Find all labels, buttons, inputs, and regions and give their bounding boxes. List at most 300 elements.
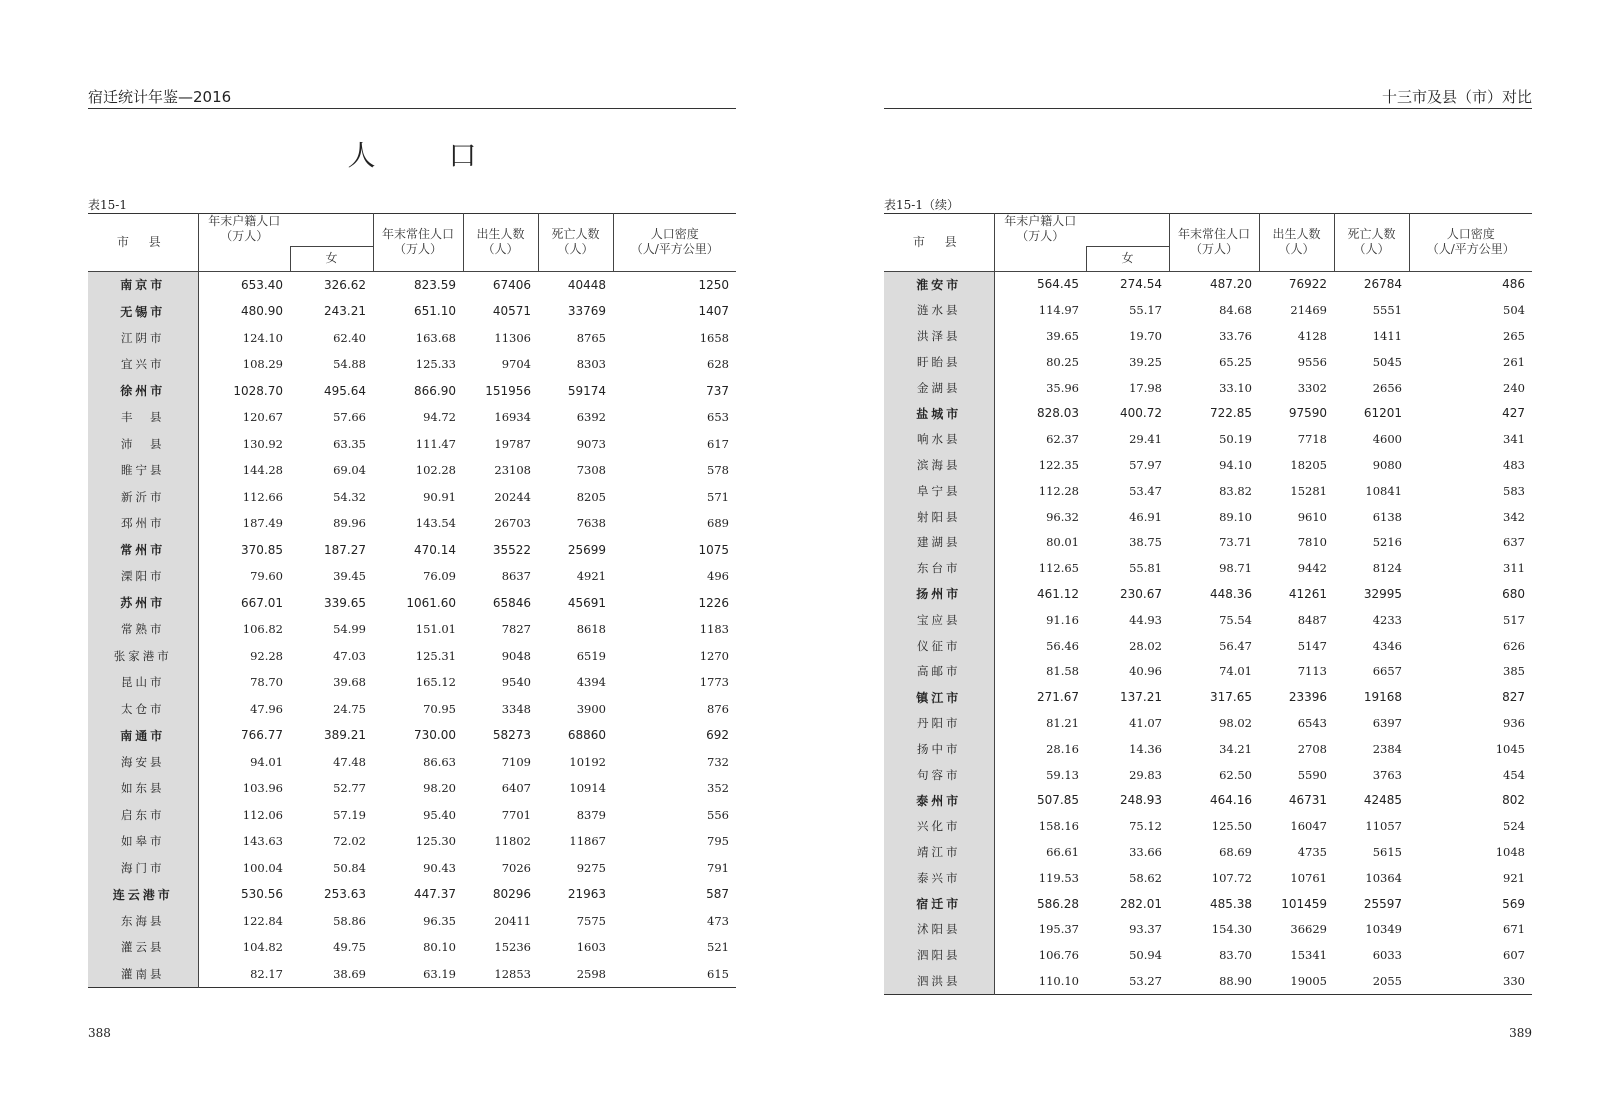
row-name: 徐州市	[88, 378, 198, 405]
row-name: 洪泽县	[884, 323, 994, 349]
cell-value: 75.54	[1219, 612, 1252, 627]
cell-value: 7638	[576, 516, 606, 531]
cell-value: 921	[1503, 870, 1525, 885]
table-row	[884, 271, 1532, 297]
cell-value: 485.38	[1210, 896, 1252, 911]
cell-value: 98.20	[423, 781, 456, 796]
cell-value: 80.10	[423, 940, 456, 955]
cell-value: 7701	[501, 807, 531, 822]
cell-value: 732	[707, 754, 729, 769]
cell-value: 7308	[576, 463, 606, 478]
cell-value: 32995	[1363, 586, 1402, 601]
cell-value: 86.63	[423, 754, 456, 769]
table-row	[884, 968, 1532, 994]
right-table-body	[884, 271, 1532, 994]
cell-value: 689	[707, 516, 729, 531]
cell-value: 50.19	[1219, 432, 1252, 447]
cell-value: 389.21	[324, 728, 366, 743]
cell-value: 7113	[1297, 664, 1327, 679]
cell-value: 10914	[569, 781, 606, 796]
cell-value: 33.10	[1219, 380, 1252, 395]
row-name: 响水县	[884, 426, 994, 452]
population-table-part1	[88, 213, 736, 988]
cell-value: 187.49	[242, 516, 283, 531]
cell-value: 339.65	[324, 595, 366, 610]
cell-value: 6033	[1372, 948, 1402, 963]
row-name: 射阳县	[884, 504, 994, 530]
cell-value: 63.35	[333, 436, 366, 451]
col-births: 出生人数 （人）	[1259, 214, 1334, 272]
cell-value: 54.32	[333, 489, 366, 504]
cell-value: 2708	[1297, 741, 1327, 756]
cell-value: 28.02	[1129, 638, 1162, 653]
cell-value: 6392	[576, 410, 606, 425]
cell-value: 5615	[1372, 844, 1402, 859]
cell-value: 112.65	[1038, 561, 1079, 576]
table-number-continued: 表15-1（续）	[884, 198, 959, 212]
cell-value: 79.60	[250, 569, 283, 584]
cell-value: 78.70	[250, 675, 283, 690]
cell-value: 19005	[1290, 973, 1327, 988]
cell-value: 692	[706, 728, 729, 743]
cell-value: 23396	[1288, 690, 1327, 705]
cell-value: 448.36	[1210, 586, 1252, 601]
cell-value: 1773	[699, 675, 729, 690]
table-row	[88, 537, 736, 564]
row-name: 睢宁县	[88, 457, 198, 484]
cell-value: 76922	[1288, 277, 1327, 292]
cell-value: 124.10	[242, 330, 283, 345]
table-row	[88, 669, 736, 696]
cell-value: 112.66	[242, 489, 283, 504]
chapter-title: 人 口	[347, 139, 509, 172]
cell-value: 7109	[501, 754, 531, 769]
col-female: 女	[290, 246, 373, 271]
row-name: 海门市	[88, 855, 198, 882]
table-row	[88, 828, 736, 855]
row-name: 沛 县	[88, 431, 198, 458]
table-row	[884, 865, 1532, 891]
left-table-body	[88, 271, 736, 988]
cell-value: 352	[707, 781, 729, 796]
cell-value: 102.28	[415, 463, 456, 478]
cell-value: 3348	[501, 701, 531, 716]
cell-value: 80296	[492, 887, 531, 902]
cell-value: 107.72	[1211, 870, 1252, 885]
row-name: 东台市	[884, 555, 994, 581]
cell-value: 7718	[1297, 432, 1327, 447]
col-deaths: 死亡人数 （人）	[538, 214, 613, 272]
cell-value: 19787	[494, 436, 531, 451]
cell-value: 143.54	[415, 516, 456, 531]
cell-value: 6657	[1372, 664, 1402, 679]
cell-value: 38.69	[333, 966, 366, 981]
cell-value: 671	[1503, 922, 1525, 937]
table-row	[884, 762, 1532, 788]
cell-value: 583	[1503, 483, 1525, 498]
cell-value: 17.98	[1129, 380, 1162, 395]
cell-value: 21469	[1290, 303, 1327, 318]
cell-value: 1658	[699, 330, 729, 345]
cell-value: 40571	[492, 304, 531, 319]
cell-value: 8303	[576, 357, 606, 372]
cell-value: 8765	[576, 330, 606, 345]
cell-value: 58273	[492, 728, 531, 743]
cell-value: 50.94	[1129, 948, 1162, 963]
cell-value: 47.48	[333, 754, 366, 769]
cell-value: 8637	[501, 569, 531, 584]
cell-value: 9048	[501, 648, 531, 663]
cell-value: 653	[707, 410, 729, 425]
cell-value: 80.25	[1046, 354, 1079, 369]
cell-value: 16047	[1290, 819, 1327, 834]
cell-value: 39.45	[333, 569, 366, 584]
cell-value: 46731	[1288, 793, 1327, 808]
row-name: 太仓市	[88, 696, 198, 723]
cell-value: 65.25	[1219, 354, 1252, 369]
cell-value: 4394	[576, 675, 606, 690]
table-row	[884, 891, 1532, 917]
cell-value: 50.84	[333, 860, 366, 875]
cell-value: 326.62	[324, 277, 366, 292]
cell-value: 617	[707, 436, 729, 451]
cell-value: 9080	[1372, 457, 1402, 472]
cell-value: 12853	[494, 966, 531, 981]
row-name: 淮安市	[884, 271, 994, 297]
cell-value: 6543	[1297, 715, 1327, 730]
cell-value: 1411	[1372, 328, 1402, 343]
cell-value: 11057	[1365, 819, 1402, 834]
cell-value: 4600	[1372, 432, 1402, 447]
cell-value: 447.37	[414, 887, 456, 902]
table-row	[88, 431, 736, 458]
col-city: 市 县	[912, 234, 965, 249]
table-row	[88, 643, 736, 670]
row-name: 宿迁市	[884, 891, 994, 917]
row-name: 南通市	[88, 722, 198, 749]
cell-value: 876	[707, 701, 729, 716]
cell-value: 1061.60	[406, 595, 456, 610]
cell-value: 461.12	[1037, 586, 1079, 601]
cell-value: 25699	[567, 542, 606, 557]
cell-value: 14.36	[1129, 741, 1162, 756]
cell-value: 144.28	[242, 463, 283, 478]
row-name: 灌南县	[88, 961, 198, 988]
cell-value: 106.76	[1038, 948, 1079, 963]
table-row	[884, 607, 1532, 633]
cell-value: 473	[707, 913, 729, 928]
table-row	[884, 426, 1532, 452]
cell-value: 91.16	[1046, 612, 1079, 627]
cell-value: 9073	[576, 436, 606, 451]
row-name: 泰州市	[884, 787, 994, 813]
row-name: 沭阳县	[884, 916, 994, 942]
cell-value: 8124	[1372, 561, 1402, 576]
cell-value: 271.67	[1037, 690, 1079, 705]
row-name: 盐城市	[884, 400, 994, 426]
yearbook-title: 宿迁统计年鉴—2016	[88, 88, 232, 106]
cell-value: 486	[1502, 277, 1525, 292]
cell-value: 125.50	[1211, 819, 1252, 834]
row-name: 盱眙县	[884, 349, 994, 375]
row-name: 阜宁县	[884, 478, 994, 504]
row-name: 仪征市	[884, 633, 994, 659]
row-name: 常熟市	[88, 616, 198, 643]
cell-value: 507.85	[1037, 793, 1079, 808]
cell-value: 52.77	[333, 781, 366, 796]
cell-value: 2598	[576, 966, 606, 981]
cell-value: 33769	[567, 304, 606, 319]
cell-value: 46.91	[1129, 509, 1162, 524]
cell-value: 62.37	[1046, 432, 1079, 447]
cell-value: 3302	[1297, 380, 1327, 395]
cell-value: 253.63	[324, 887, 366, 902]
row-name: 江阴市	[88, 325, 198, 352]
table-row	[88, 616, 736, 643]
row-name: 如皋市	[88, 828, 198, 855]
cell-value: 56.46	[1046, 638, 1079, 653]
cell-value: 795	[707, 834, 729, 849]
cell-value: 8618	[576, 622, 606, 637]
row-name: 建湖县	[884, 529, 994, 555]
cell-value: 67406	[492, 277, 531, 292]
table-row	[884, 297, 1532, 323]
col-deaths: 死亡人数 （人）	[1334, 214, 1409, 272]
cell-value: 94.72	[423, 410, 456, 425]
cell-value: 651.10	[414, 304, 456, 319]
cell-value: 5147	[1297, 638, 1327, 653]
cell-value: 3763	[1372, 767, 1402, 782]
table-row	[884, 529, 1532, 555]
cell-value: 90.43	[423, 860, 456, 875]
cell-value: 564.45	[1037, 277, 1079, 292]
cell-value: 82.17	[250, 966, 283, 981]
cell-value: 53.47	[1129, 483, 1162, 498]
table-row	[884, 710, 1532, 736]
table-row	[884, 916, 1532, 942]
cell-value: 61201	[1363, 406, 1402, 421]
cell-value: 802	[1502, 793, 1525, 808]
cell-value: 730.00	[414, 728, 456, 743]
row-name: 南京市	[88, 271, 198, 298]
cell-value: 667.01	[241, 595, 283, 610]
cell-value: 154.30	[1211, 922, 1252, 937]
cell-value: 15236	[494, 940, 531, 955]
cell-value: 35522	[492, 542, 531, 557]
cell-value: 827	[1502, 690, 1525, 705]
col-density: 人口密度 （人/平方公里）	[1409, 214, 1532, 272]
cell-value: 4735	[1297, 844, 1327, 859]
row-name: 涟水县	[884, 297, 994, 323]
cell-value: 81.21	[1046, 715, 1079, 730]
cell-value: 94.01	[250, 754, 283, 769]
page-number-left: 388	[88, 1026, 111, 1040]
row-name: 滨海县	[884, 452, 994, 478]
cell-value: 454	[1503, 767, 1525, 782]
cell-value: 59.13	[1046, 767, 1079, 782]
cell-value: 130.92	[242, 436, 283, 451]
cell-value: 35.96	[1046, 380, 1079, 395]
cell-value: 187.27	[324, 542, 366, 557]
cell-value: 39.68	[333, 675, 366, 690]
cell-value: 84.68	[1219, 303, 1252, 318]
cell-value: 1048	[1495, 844, 1525, 859]
cell-value: 6138	[1372, 509, 1402, 524]
cell-value: 936	[1503, 715, 1525, 730]
population-table-part2	[884, 213, 1532, 995]
cell-value: 1270	[699, 648, 729, 663]
cell-value: 1075	[698, 542, 729, 557]
row-name: 丰 县	[88, 404, 198, 431]
cell-value: 57.97	[1129, 457, 1162, 472]
cell-value: 72.02	[333, 834, 366, 849]
cell-value: 587	[706, 887, 729, 902]
table-row	[884, 942, 1532, 968]
cell-value: 2656	[1372, 380, 1402, 395]
cell-value: 80.01	[1046, 535, 1079, 550]
cell-value: 111.47	[415, 436, 456, 451]
cell-value: 20244	[494, 489, 531, 504]
row-name: 东海县	[88, 908, 198, 935]
table-row	[88, 484, 736, 511]
cell-value: 496	[707, 569, 729, 584]
cell-value: 18205	[1290, 457, 1327, 472]
cell-value: 98.71	[1219, 561, 1252, 576]
cell-value: 607	[1503, 948, 1525, 963]
cell-value: 42485	[1363, 793, 1402, 808]
row-name: 泰兴市	[884, 865, 994, 891]
table-row	[884, 400, 1532, 426]
cell-value: 122.84	[242, 913, 283, 928]
cell-value: 495.64	[324, 383, 366, 398]
cell-value: 10841	[1365, 483, 1402, 498]
cell-value: 274.54	[1120, 277, 1162, 292]
table-row	[88, 722, 736, 749]
cell-value: 19168	[1363, 690, 1402, 705]
cell-value: 6407	[501, 781, 531, 796]
cell-value: 23108	[494, 463, 531, 478]
table-row	[884, 839, 1532, 865]
cell-value: 615	[707, 966, 729, 981]
cell-value: 49.75	[333, 940, 366, 955]
cell-value: 137.21	[1120, 690, 1162, 705]
table-row	[88, 404, 736, 431]
table-row	[88, 351, 736, 378]
cell-value: 1028.70	[233, 383, 283, 398]
table-row	[884, 452, 1532, 478]
table-row	[88, 457, 736, 484]
row-name: 张家港市	[88, 643, 198, 670]
col-births: 出生人数 （人）	[463, 214, 538, 272]
cell-value: 125.30	[415, 834, 456, 849]
cell-value: 1045	[1495, 741, 1525, 756]
row-name: 连云港市	[88, 881, 198, 908]
cell-value: 63.19	[423, 966, 456, 981]
row-name: 昆山市	[88, 669, 198, 696]
page-number-right: 389	[1509, 1026, 1532, 1040]
cell-value: 89.10	[1219, 509, 1252, 524]
cell-value: 311	[1503, 561, 1525, 576]
cell-value: 15341	[1290, 948, 1327, 963]
cell-value: 9610	[1297, 509, 1327, 524]
cell-value: 58.86	[333, 913, 366, 928]
row-name: 宜兴市	[88, 351, 198, 378]
cell-value: 1603	[576, 940, 606, 955]
cell-value: 230.67	[1120, 586, 1162, 601]
col-resident: 年末常住人口 （万人）	[1169, 214, 1259, 272]
cell-value: 9704	[501, 357, 531, 372]
col-female: 女	[1086, 246, 1169, 271]
row-name: 启东市	[88, 802, 198, 829]
row-name: 新沂市	[88, 484, 198, 511]
table-row	[884, 349, 1532, 375]
left-page	[88, 0, 736, 1099]
cell-value: 261	[1503, 354, 1525, 369]
cell-value: 59174	[567, 383, 606, 398]
row-name: 泗洪县	[884, 968, 994, 994]
cell-value: 16934	[494, 410, 531, 425]
cell-value: 58.62	[1129, 870, 1162, 885]
cell-value: 722.85	[1210, 406, 1252, 421]
cell-value: 39.25	[1129, 354, 1162, 369]
cell-value: 9540	[501, 675, 531, 690]
table-row	[88, 510, 736, 537]
table-row	[88, 749, 736, 776]
cell-value: 28.16	[1046, 741, 1079, 756]
row-name: 苏州市	[88, 590, 198, 617]
cell-value: 400.72	[1120, 406, 1162, 421]
cell-value: 20411	[494, 913, 531, 928]
cell-value: 97590	[1288, 406, 1327, 421]
cell-value: 40448	[567, 277, 606, 292]
cell-value: 586.28	[1037, 896, 1079, 911]
cell-value: 248.93	[1120, 793, 1162, 808]
cell-value: 680	[1502, 586, 1525, 601]
cell-value: 240	[1503, 380, 1525, 395]
cell-value: 1250	[698, 277, 729, 292]
cell-value: 628	[707, 357, 729, 372]
cell-value: 55.81	[1129, 561, 1162, 576]
cell-value: 26784	[1363, 277, 1402, 292]
table-row	[88, 775, 736, 802]
row-name: 邳州市	[88, 510, 198, 537]
table-row	[884, 504, 1532, 530]
cell-value: 578	[707, 463, 729, 478]
cell-value: 464.16	[1210, 793, 1252, 808]
table-row	[884, 478, 1532, 504]
cell-value: 2055	[1372, 973, 1402, 988]
col-reg-pop-lower	[198, 246, 290, 271]
cell-value: 120.67	[242, 410, 283, 425]
cell-value: 483	[1503, 457, 1525, 472]
table-row	[884, 323, 1532, 349]
cell-value: 41.07	[1129, 715, 1162, 730]
cell-value: 98.02	[1219, 715, 1252, 730]
cell-value: 33.66	[1129, 844, 1162, 859]
cell-value: 165.12	[415, 675, 456, 690]
cell-value: 68860	[567, 728, 606, 743]
cell-value: 66.61	[1046, 844, 1079, 859]
cell-value: 57.19	[333, 807, 366, 822]
table-row	[88, 563, 736, 590]
cell-value: 7575	[576, 913, 606, 928]
cell-value: 11306	[494, 330, 531, 345]
cell-value: 556	[707, 807, 729, 822]
cell-value: 41261	[1288, 586, 1327, 601]
col-reg-pop-lower	[994, 246, 1086, 271]
cell-value: 427	[1502, 406, 1525, 421]
cell-value: 24.75	[333, 701, 366, 716]
